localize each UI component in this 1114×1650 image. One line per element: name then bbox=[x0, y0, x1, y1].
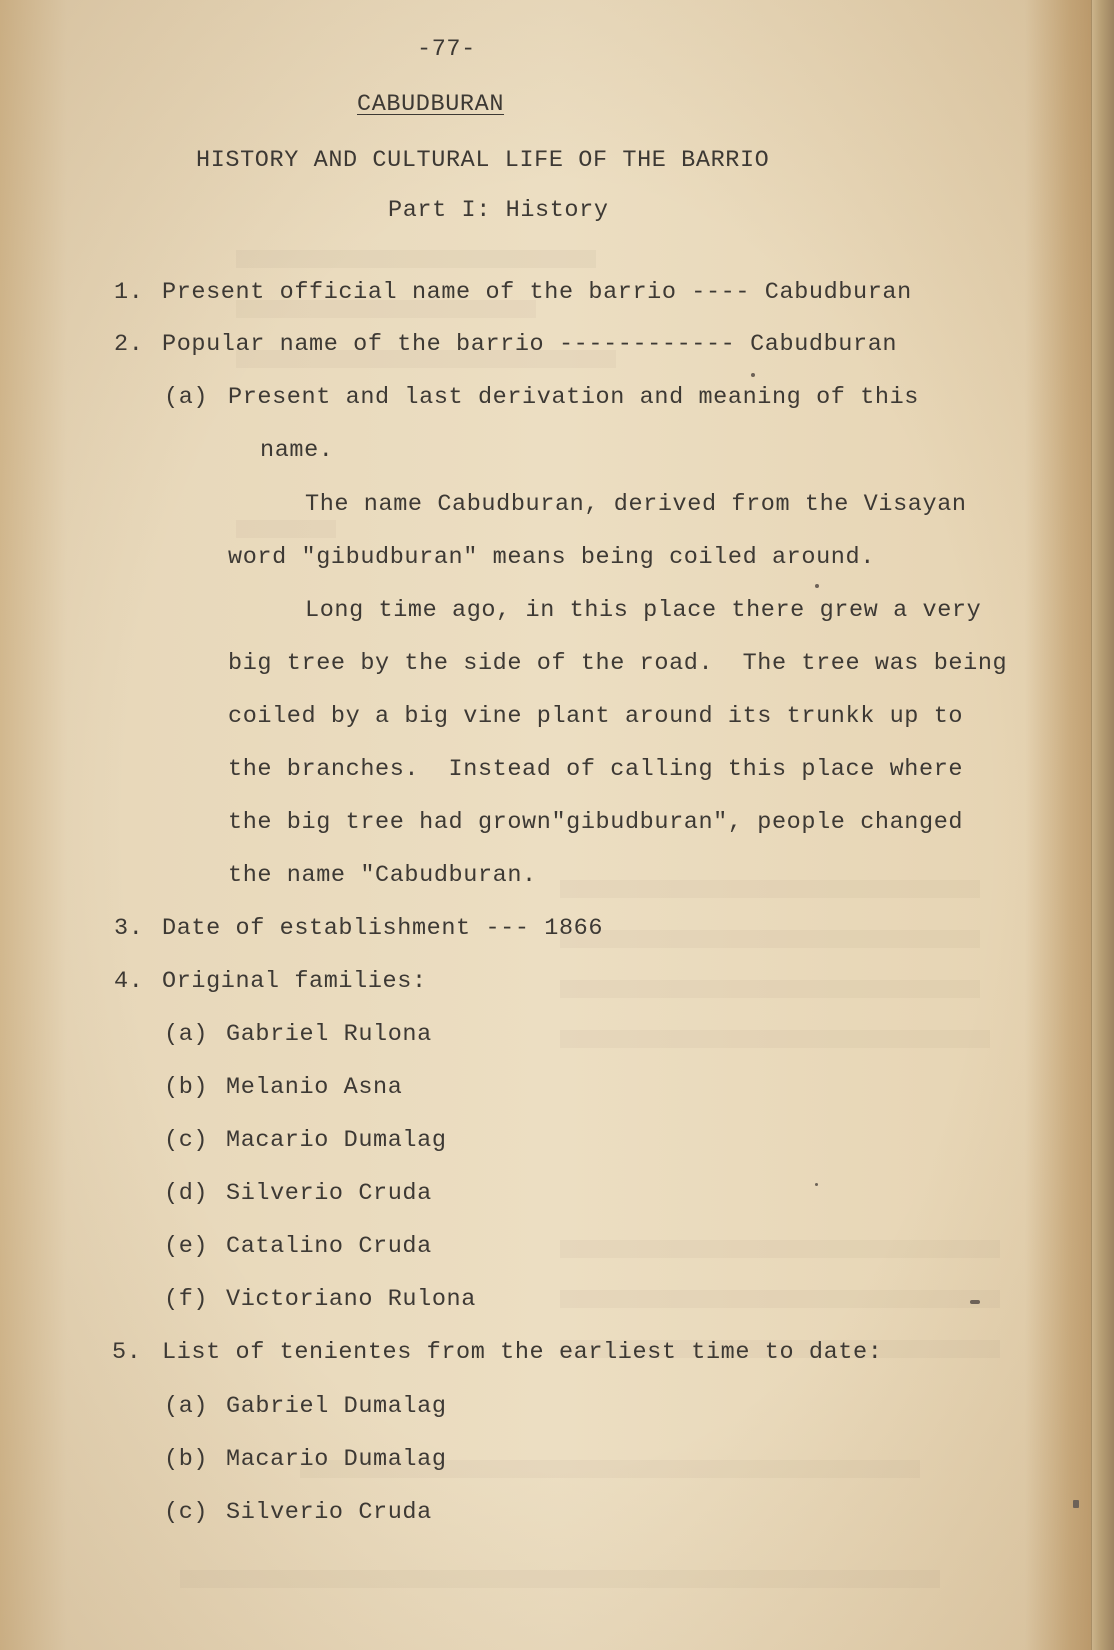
item-number: 3. bbox=[114, 915, 144, 942]
list-marker: (a) bbox=[164, 1393, 209, 1420]
sub-item-marker: (a) bbox=[164, 384, 209, 411]
page-number: -77- bbox=[417, 36, 476, 63]
paragraph-line: coiled by a big vine plant around its trunkk up to bbox=[228, 703, 964, 730]
stray-mark bbox=[815, 1183, 818, 1186]
family-name: Melanio Asna bbox=[226, 1074, 403, 1101]
list-marker: (b) bbox=[164, 1074, 209, 1101]
paragraph-line: Long time ago, in this place there grew a very bbox=[305, 597, 982, 624]
part-heading: Part I: History bbox=[388, 197, 609, 224]
paragraph-line: the big tree had grown"gibudburan", people changed bbox=[228, 809, 964, 836]
paragraph-line: word "gibudburan" means being coiled around. bbox=[228, 544, 875, 571]
item-text: Original families: bbox=[162, 968, 427, 995]
item-number: 5. bbox=[112, 1339, 142, 1366]
list-marker: (c) bbox=[164, 1499, 209, 1526]
item-number: 4. bbox=[114, 968, 144, 995]
item-text: Present official name of the barrio ---- Cabudburan bbox=[162, 279, 912, 306]
family-name: Macario Dumalag bbox=[226, 1127, 447, 1154]
teniente-name: Silverio Cruda bbox=[226, 1499, 432, 1526]
document-subtitle: HISTORY AND CULTURAL LIFE OF THE BARRIO bbox=[196, 147, 770, 174]
list-marker: (d) bbox=[164, 1180, 209, 1207]
item-text: Date of establishment --- 1866 bbox=[162, 915, 604, 942]
paragraph-line: the branches. Instead of calling this place where bbox=[228, 756, 964, 783]
teniente-name: Macario Dumalag bbox=[226, 1446, 447, 1473]
stray-mark bbox=[1073, 1500, 1079, 1508]
item-number: 1. bbox=[114, 279, 144, 306]
paragraph-line: the name "Cabudburan. bbox=[228, 862, 537, 889]
stray-mark bbox=[751, 373, 755, 377]
item-text: Popular name of the barrio ------------ Cabudburan bbox=[162, 331, 898, 358]
stray-mark bbox=[815, 584, 819, 588]
family-name: Victoriano Rulona bbox=[226, 1286, 476, 1313]
document-title: CABUDBURAN bbox=[357, 91, 505, 118]
page-binding-edge bbox=[1091, 0, 1114, 1650]
sub-item-text: name. bbox=[260, 437, 334, 464]
list-marker: (c) bbox=[164, 1127, 209, 1154]
list-marker: (f) bbox=[164, 1286, 209, 1313]
paragraph-line: big tree by the side of the road. The tree was being bbox=[228, 650, 1008, 677]
family-name: Catalino Cruda bbox=[226, 1233, 432, 1260]
sub-item-text: Present and last derivation and meaning of this bbox=[228, 384, 920, 411]
item-text: List of tenientes from the earliest time to date: bbox=[162, 1339, 883, 1366]
list-marker: (e) bbox=[164, 1233, 209, 1260]
item-number: 2. bbox=[114, 331, 144, 358]
family-name: Gabriel Rulona bbox=[226, 1021, 432, 1048]
stray-mark bbox=[970, 1300, 980, 1304]
paragraph-line: The name Cabudburan, derived from the Visayan bbox=[305, 491, 967, 518]
list-marker: (b) bbox=[164, 1446, 209, 1473]
family-name: Silverio Cruda bbox=[226, 1180, 432, 1207]
teniente-name: Gabriel Dumalag bbox=[226, 1393, 447, 1420]
list-marker: (a) bbox=[164, 1021, 209, 1048]
